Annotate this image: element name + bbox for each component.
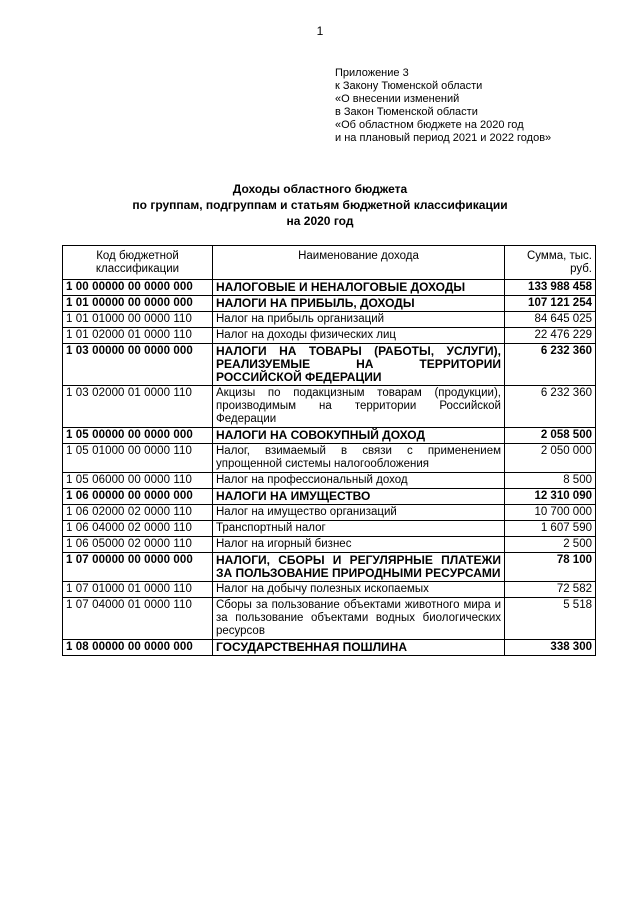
- title-line: на 2020 год: [286, 214, 354, 228]
- sum-cell: 72 582: [505, 582, 596, 598]
- name-cell: НАЛОГИ НА ТОВАРЫ (РАБОТЫ, УСЛУГИ), РЕАЛИЗУЕМЫЕ НА ТЕРРИТОРИИ РОССИЙСКОЙ ФЕДЕРАЦИИ: [213, 344, 505, 386]
- code-cell: 1 06 04000 02 0000 110: [63, 521, 213, 537]
- code-cell: 1 06 00000 00 0000 000: [63, 489, 213, 505]
- sum-cell: 5 518: [505, 598, 596, 640]
- name-cell: Налог на доходы физических лиц: [213, 328, 505, 344]
- sum-cell: 2 500: [505, 537, 596, 553]
- sum-cell: 1 607 590: [505, 521, 596, 537]
- table-row: [63, 344, 596, 386]
- code-cell: 1 01 02000 01 0000 110: [63, 328, 213, 344]
- sum-cell: 78 100: [505, 553, 596, 582]
- appendix-line: Приложение 3: [335, 67, 409, 79]
- column-header-sum: Сумма, тыс. руб.: [505, 246, 596, 280]
- code-cell: 1 01 00000 00 0000 000: [63, 296, 213, 312]
- table-row: [63, 296, 596, 312]
- table-row: [63, 505, 596, 521]
- code-cell: 1 08 00000 00 0000 000: [63, 640, 213, 656]
- sum-cell: 12 310 090: [505, 489, 596, 505]
- table-body: [63, 280, 596, 656]
- table-row: [63, 582, 596, 598]
- sum-cell: 22 476 229: [505, 328, 596, 344]
- appendix-line: в Закон Тюменской области: [335, 106, 478, 118]
- title-line: Доходы областного бюджета: [232, 182, 408, 196]
- name-cell: Транспортный налог: [213, 521, 505, 537]
- table-row: [63, 553, 596, 582]
- page-number: 1: [316, 24, 324, 38]
- table-header-row: [63, 246, 596, 280]
- table-row: [63, 489, 596, 505]
- table-row: [63, 444, 596, 473]
- sum-cell: 133 988 458: [505, 280, 596, 296]
- sum-cell: 6 232 360: [505, 386, 596, 428]
- table-row: [63, 640, 596, 656]
- table-row: [63, 280, 596, 296]
- name-cell: Налог на профессиональный доход: [213, 473, 505, 489]
- code-cell: 1 06 05000 02 0000 110: [63, 537, 213, 553]
- table-row: [63, 598, 596, 640]
- table-row: [63, 328, 596, 344]
- name-cell: НАЛОГИ, СБОРЫ И РЕГУЛЯРНЫЕ ПЛАТЕЖИ ЗА ПОЛЬЗОВАНИЕ ПРИРОДНЫМИ РЕСУРСАМИ: [213, 553, 505, 582]
- name-cell: НАЛОГИ НА СОВОКУПНЫЙ ДОХОД: [213, 428, 505, 444]
- name-cell: Налог, взимаемый в связи с применением упрощенной системы налогообложения: [213, 444, 505, 473]
- name-cell: Налог на прибыль организаций: [213, 312, 505, 328]
- name-cell: Сборы за пользование объектами животного мира и за пользование объектами водных биологических ресурсов: [213, 598, 505, 640]
- name-cell: Налог на имущество организаций: [213, 505, 505, 521]
- code-cell: 1 06 02000 02 0000 110: [63, 505, 213, 521]
- table-row: [63, 386, 596, 428]
- sum-cell: 2 058 500: [505, 428, 596, 444]
- name-cell: Налог на игорный бизнес: [213, 537, 505, 553]
- table-row: [63, 428, 596, 444]
- code-cell: 1 03 00000 00 0000 000: [63, 344, 213, 386]
- sum-cell: 107 121 254: [505, 296, 596, 312]
- sum-cell: 84 645 025: [505, 312, 596, 328]
- name-cell: НАЛОГИ НА ПРИБЫЛЬ, ДОХОДЫ: [213, 296, 505, 312]
- name-cell: НАЛОГИ НА ИМУЩЕСТВО: [213, 489, 505, 505]
- appendix-header: [335, 67, 551, 145]
- name-cell: Акцизы по подакцизным товарам (продукции), производимым на территории Российской Федерации: [213, 386, 505, 428]
- table-row: [63, 537, 596, 553]
- appendix-line: и на плановый период 2021 и 2022 годов»: [335, 132, 552, 144]
- title-line: по группам, подгруппам и статьям бюджетной классификации: [132, 198, 508, 212]
- column-header-code: Код бюджетной классификации: [63, 246, 213, 280]
- appendix-line: к Закону Тюменской области: [335, 80, 483, 92]
- code-cell: 1 03 02000 01 0000 110: [63, 386, 213, 428]
- table-row: [63, 473, 596, 489]
- sum-cell: 8 500: [505, 473, 596, 489]
- code-cell: 1 01 01000 00 0000 110: [63, 312, 213, 328]
- appendix-line: «О внесении изменений: [335, 93, 460, 105]
- name-cell: НАЛОГОВЫЕ И НЕНАЛОГОВЫЕ ДОХОДЫ: [213, 280, 505, 296]
- code-cell: 1 07 04000 01 0000 110: [63, 598, 213, 640]
- code-cell: 1 05 06000 00 0000 110: [63, 473, 213, 489]
- table-row: [63, 312, 596, 328]
- code-cell: 1 05 01000 00 0000 110: [63, 444, 213, 473]
- table-row: [63, 521, 596, 537]
- name-cell: Налог на добычу полезных ископаемых: [213, 582, 505, 598]
- budget-table: [62, 245, 596, 656]
- sum-cell: 338 300: [505, 640, 596, 656]
- code-cell: 1 05 00000 00 0000 000: [63, 428, 213, 444]
- name-cell: ГОСУДАРСТВЕННАЯ ПОШЛИНА: [213, 640, 505, 656]
- code-cell: 1 07 00000 00 0000 000: [63, 553, 213, 582]
- sum-cell: 2 050 000: [505, 444, 596, 473]
- appendix-line: «Об областном бюджете на 2020 год: [335, 119, 524, 131]
- code-cell: 1 00 00000 00 0000 000: [63, 280, 213, 296]
- column-header-name: Наименование дохода: [213, 246, 505, 280]
- code-cell: 1 07 01000 01 0000 110: [63, 582, 213, 598]
- sum-cell: 6 232 360: [505, 344, 596, 386]
- sum-cell: 10 700 000: [505, 505, 596, 521]
- document-title: [0, 181, 640, 229]
